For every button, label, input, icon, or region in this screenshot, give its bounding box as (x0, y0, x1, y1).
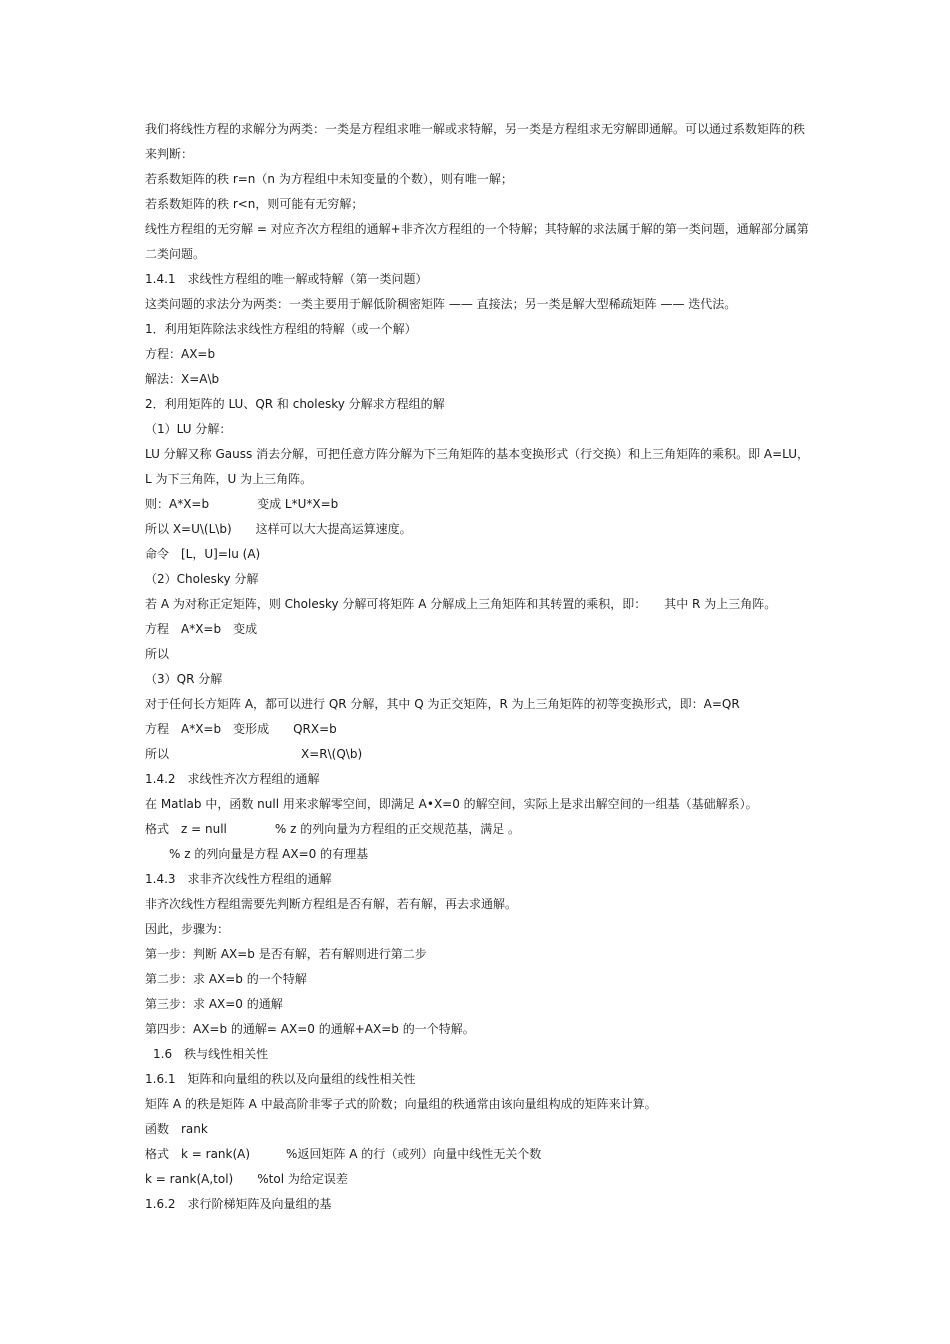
paragraph-rank-format: 格式 k = rank(A) %返回矩阵 A 的行（或列）向量中线性无关个数 (145, 1147, 542, 1161)
section-heading-1-4-1: 1.4.1 求线性方程组的唯一解或特解（第一类问题） (145, 272, 428, 286)
subheading-lu: （1）LU 分解： (145, 422, 232, 436)
paragraph-cholesky-equation: 方程 A*X=b 变成 (145, 622, 258, 636)
paragraph-solution: 解法：X=A\b (145, 372, 220, 386)
list-item-step-2: 第二步：求 AX=b 的一个特解 (145, 972, 307, 986)
list-item-step-1: 第一步：判断 AX=b 是否有解，若有解则进行第二步 (145, 947, 427, 961)
list-item-step-3: 第三步：求 AX=0 的通解 (145, 997, 283, 1011)
section-heading-1-4-3: 1.4.3 求非齐次线性方程组的通解 (145, 872, 332, 886)
paragraph-equation: 方程：AX=b (145, 347, 216, 361)
list-item-decomposition: 2．利用矩阵的 LU、QR 和 cholesky 分解求方程组的解 (145, 397, 445, 411)
paragraph-null-description: 在 Matlab 中，函数 null 用来求解零空间，即满足 A•X=0 的解空间，实际上是求出解空间的一组基（基础解系）。 (145, 797, 758, 811)
paragraph-methods: 这类问题的求法分为两类：一类主要用于解低阶稠密矩阵 —— 直接法；另一类是解大型稀疏矩阵 —— 迭代法。 (145, 297, 737, 311)
paragraph-cholesky-description: 若 A 为对称正定矩阵，则 Cholesky 分解可将矩阵 A 分解成上三角矩阵和其转置的乘积，即： 其中 R 为上三角阵。 (145, 597, 777, 611)
paragraph-null-rational: % z 的列向量是方程 AX=0 的有理基 (169, 847, 369, 861)
paragraph-cholesky-result: 所以 (145, 647, 170, 661)
paragraph-intro: 我们将线性方程的求解分为两类：一类是方程组求唯一解或求特解，另一类是方程组求无穷解即通解。可以通过系数矩阵的秩来判断： (145, 122, 806, 161)
paragraph-rank-tol: k = rank(A,tol) %tol 为给定误差 (145, 1172, 348, 1186)
subheading-cholesky: （2）Cholesky 分解 (145, 572, 259, 586)
section-heading-1-4-2: 1.4.2 求线性齐次方程组的通解 (145, 772, 320, 786)
paragraph-lu-description: LU 分解又称 Gauss 消去分解，可把任意方阵分解为下三角矩阵的基本变换形式（行交换）和上三角矩阵的乘积。即 A=LU，L 为下三角阵，U 为上三角阵。 (145, 447, 810, 486)
paragraph-null-format: 格式 z = null % z 的列向量为方程组的正交规范基，满足 。 (145, 822, 521, 836)
paragraph-rank-unique: 若系数矩阵的秩 r=n（n 为方程组中未知变量的个数），则有唯一解； (145, 172, 513, 186)
subheading-qr: （3）QR 分解 (145, 672, 223, 686)
paragraph-qr-result: 所以 X=R\(Q\b) (145, 747, 363, 761)
paragraph-rank-infinite: 若系数矩阵的秩 r<n，则可能有无穷解； (145, 197, 364, 211)
paragraph-lu-command: 命令 [L，U]=lu (A) (145, 547, 261, 561)
paragraph-qr-description: 对于任何长方矩阵 A，都可以进行 QR 分解，其中 Q 为正交矩阵，R 为上三角矩阵的初等变换形式，即：A=QR (145, 697, 740, 711)
paragraph-lu-result: 所以 X=U\(L\b) 这样可以大大提高运算速度。 (145, 522, 412, 536)
document-body (145, 117, 810, 1217)
list-item-step-4: 第四步：AX=b 的通解= AX=0 的通解+AX=b 的一个特解。 (145, 1022, 475, 1036)
paragraph-lu-transform: 则：A*X=b 变成 L*U*X=b (145, 497, 339, 511)
paragraph-general-solution: 线性方程组的无穷解 = 对应齐次方程组的通解+非齐次方程组的一个特解；其特解的求法属于解的第一类问题，通解部分属第二类问题。 (145, 222, 809, 261)
section-heading-1-6-1: 1.6.1 矩阵和向量组的秩以及向量组的线性相关性 (145, 1072, 416, 1086)
paragraph-steps-intro: 因此，步骤为： (145, 922, 230, 936)
section-heading-1-6-2: 1.6.2 求行阶梯矩阵及向量组的基 (145, 1197, 332, 1211)
list-item-matrix-division: 1．利用矩阵除法求线性方程组的特解（或一个解） (145, 322, 417, 336)
paragraph-nonhomogeneous: 非齐次线性方程组需要先判断方程组是否有解，若有解，再去求通解。 (145, 897, 518, 911)
paragraph-rank-function: 函数 rank (145, 1122, 208, 1136)
paragraph-qr-equation: 方程 A*X=b 变形成 QRX=b (145, 722, 337, 736)
paragraph-rank-definition: 矩阵 A 的秩是矩阵 A 中最高阶非零子式的阶数；向量组的秩通常由该向量组构成的矩阵来计算。 (145, 1097, 657, 1111)
section-heading-1-6: 1.6 秩与线性相关性 (153, 1047, 269, 1061)
